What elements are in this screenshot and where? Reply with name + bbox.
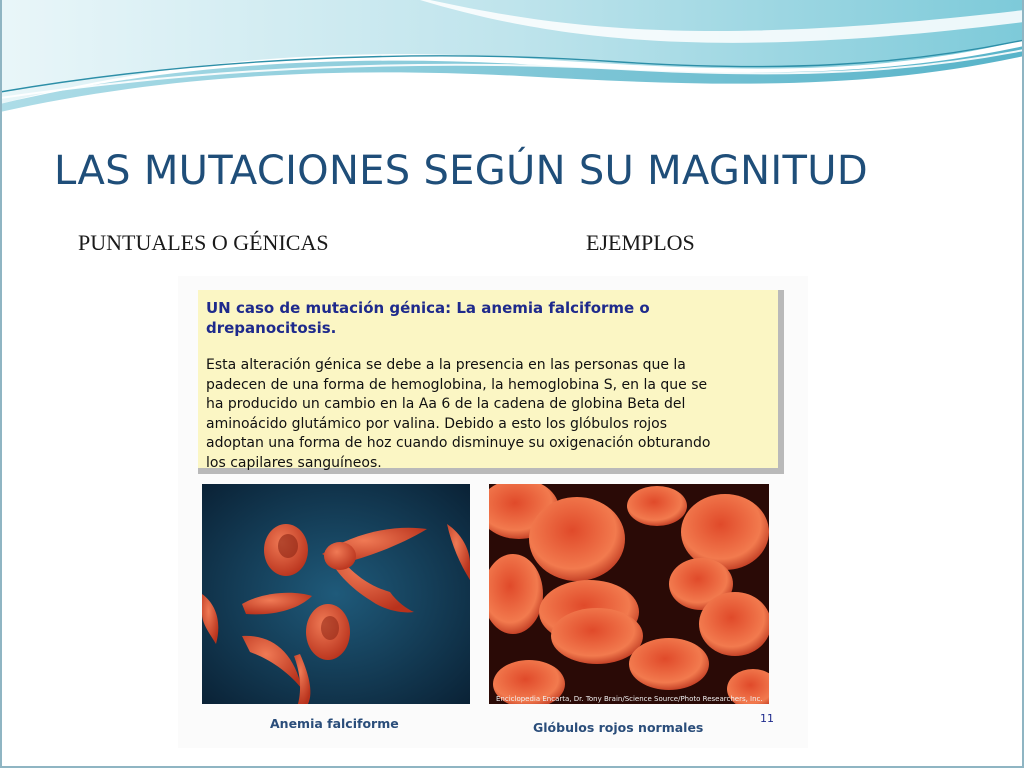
page-number: 11	[760, 712, 774, 725]
slide-title: LAS MUTACIONES SEGÚN SU MAGNITUD	[54, 148, 868, 194]
subtitle-ejemplos: EJEMPLOS	[586, 230, 695, 255]
body-line: los capilares sanguíneos.	[206, 454, 382, 471]
box-title	[206, 298, 772, 338]
wave-decoration	[0, 0, 1024, 120]
box-body	[206, 356, 772, 473]
mutation-figure	[178, 276, 808, 748]
subtitle-puntuales: PUNTUALES O GÉNICAS	[78, 230, 329, 255]
box-title-line-2: drepanocitosis.	[206, 319, 337, 337]
explanation-box	[198, 290, 784, 474]
caption-sickle: Anemia falciforme	[270, 716, 399, 731]
sickle-cells-image	[202, 484, 470, 704]
image-credit: Enciclopedia Encarta, Dr. Tony Brain/Science Source/Photo Researchers, Inc.	[496, 695, 763, 703]
caption-normal: Glóbulos rojos normales	[533, 720, 704, 735]
normal-red-cells-image	[489, 484, 769, 704]
body-line: aminoácido glutámico por valina. Debido a esto los glóbulos rojos	[206, 415, 668, 432]
body-line: padecen de una forma de hemoglobina, la hemoglobina S, en la que se	[206, 376, 708, 393]
body-line: Esta alteración génica se debe a la presencia en las personas que la	[206, 357, 686, 373]
body-line: ha producido un cambio en la Aa 6 de la cadena de globina Beta del	[206, 396, 686, 412]
box-title-line-1: UN caso de mutación génica: La anemia falciforme o	[206, 299, 650, 317]
left-border	[0, 0, 2, 768]
body-line: adoptan una forma de hoz cuando disminuye su oxigenación obturando	[206, 435, 711, 451]
